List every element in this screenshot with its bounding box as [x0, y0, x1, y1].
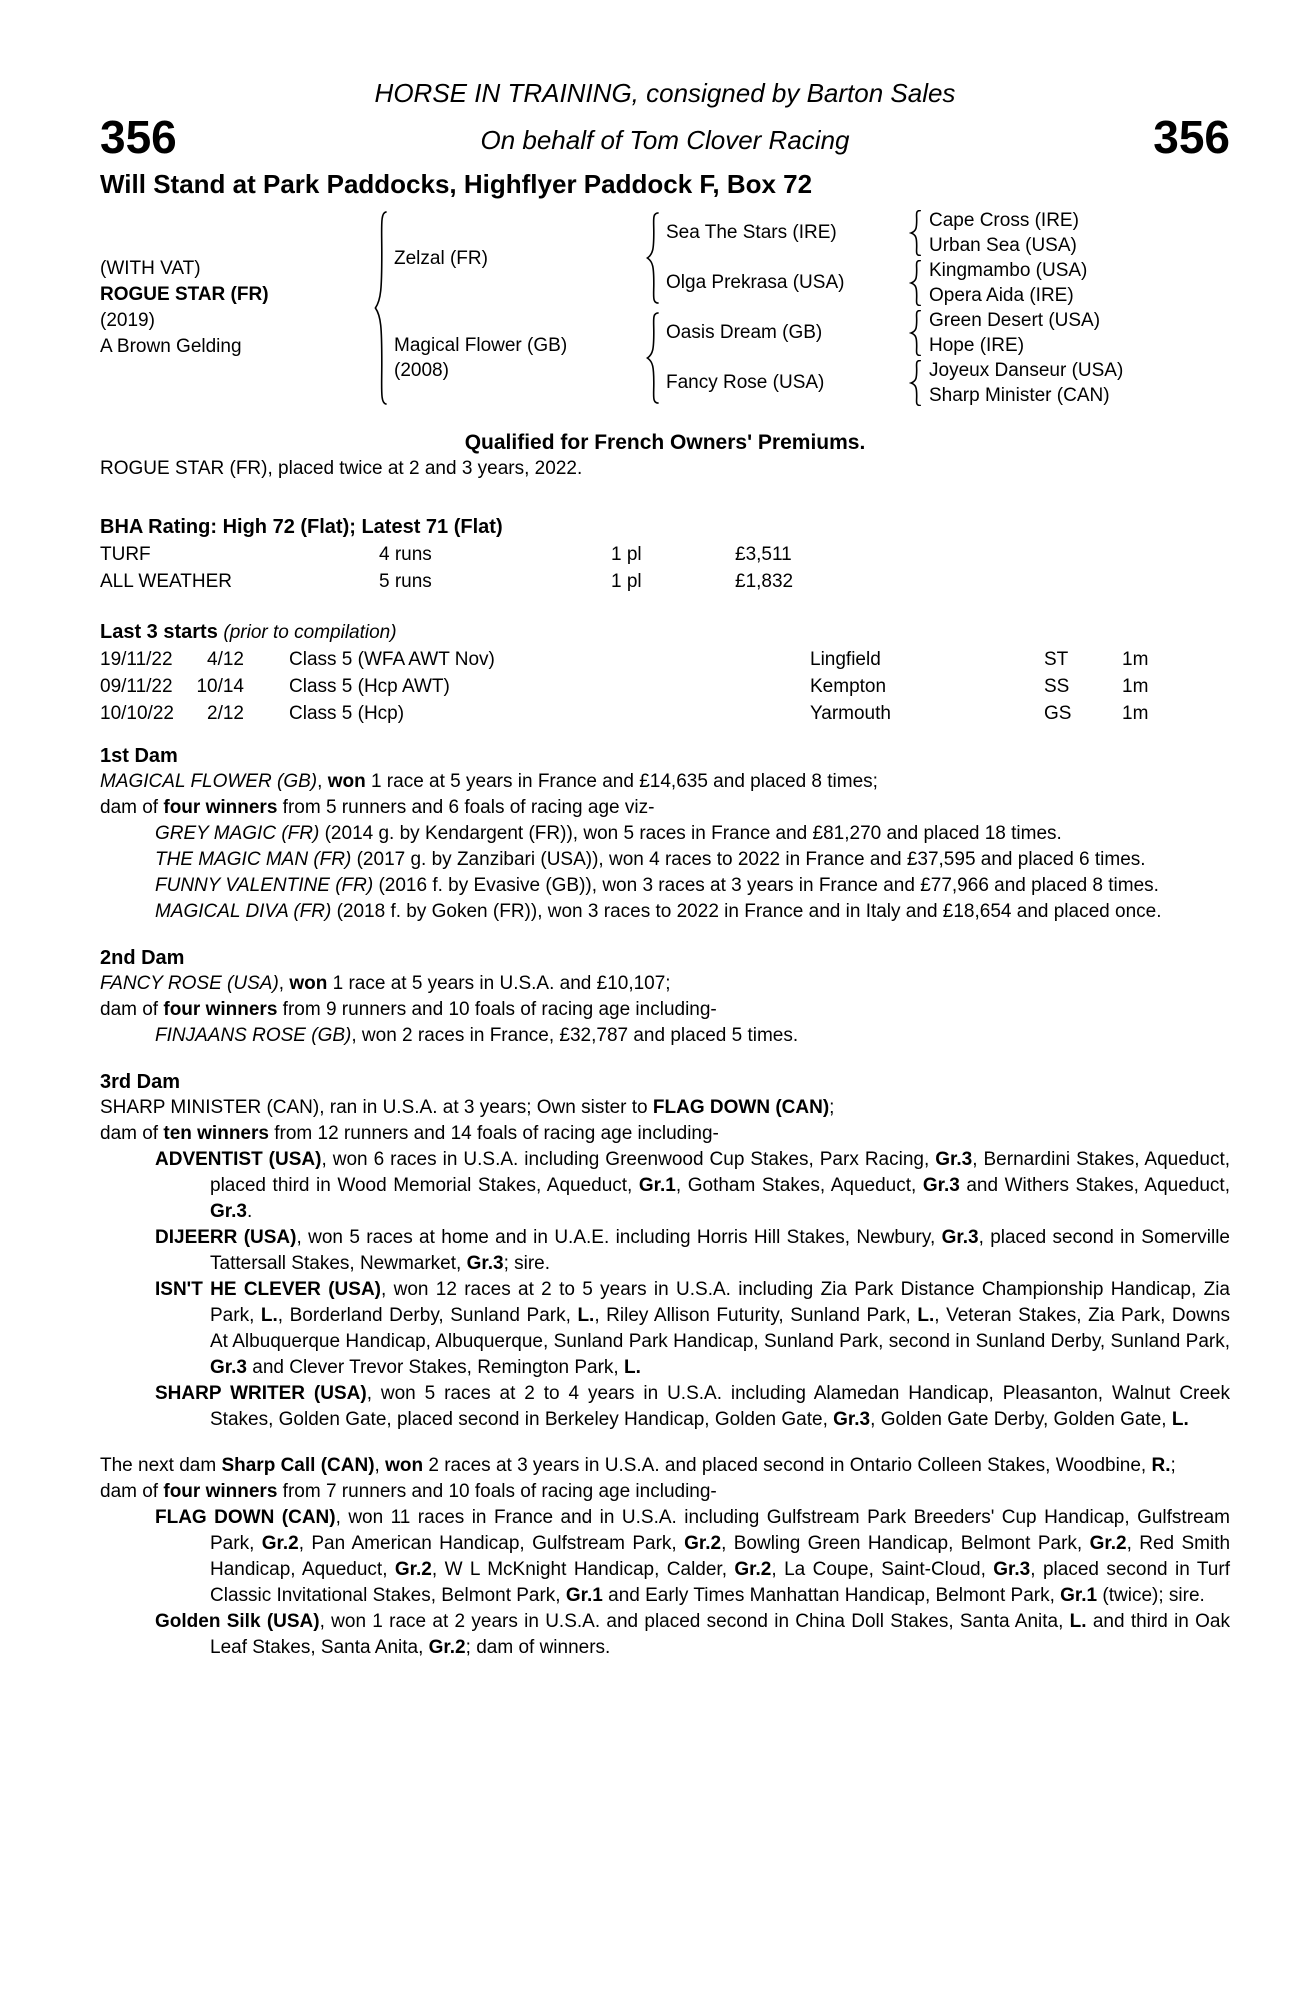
gen3-name: Cape Cross (IRE) [929, 209, 1079, 231]
dam3-dam-of: dam of ten winners from 12 runners and 14 foals of racing age including- [100, 1123, 719, 1144]
race-position: 2/12 [207, 703, 244, 724]
pedigree-gen1 [394, 208, 640, 408]
lot-row [100, 112, 1230, 162]
placings-value: 1 pl [611, 544, 642, 565]
last-starts-note: (prior to compilation) [223, 622, 397, 643]
dam1-heading: 1st Dam [100, 745, 178, 767]
placings-value: 1 pl [611, 571, 642, 592]
race-position: 10/14 [196, 676, 244, 697]
dam2-dam-of: dam of four winners from 9 runners and 10 foals of racing age including- [100, 999, 717, 1020]
dam2-intro: FANCY ROSE (USA), won 1 race at 5 years in U.S.A. and £10,107; [100, 973, 671, 994]
vat-note: (WITH VAT) [100, 258, 201, 279]
lot-number-right: 356 [1153, 111, 1230, 163]
pedigree-brace-root [368, 208, 394, 408]
earnings-value: £3,511 [735, 544, 792, 565]
dam1-section [100, 743, 1230, 925]
gen3-name: Urban Sea (USA) [929, 234, 1077, 256]
progeny-entry-sharp-writer: SHARP WRITER (USA), won 5 races at 2 to 4 years in U.S.A. including Alamedan Handicap, Pleasanton, Walnut Creek Stakes, Golden Gate, placed second in Berkeley Handicap, Golden Gate, Gr.3, Golden Gate Derby, Golden Gate, L. [155, 1383, 1230, 1430]
gen3-name: Sharp Minister (CAN) [929, 384, 1110, 406]
progeny-entry-the-magic-man: THE MAGIC MAN (FR) (2017 g. by Zanzibari (USA)), won 4 races to 2022 in France and £37,595 and placed 6 times. [155, 849, 1146, 870]
dam-name: Magical Flower (GB) [394, 335, 568, 356]
progeny-entry-magical-diva: MAGICAL DIVA (FR) (2018 f. by Goken (FR)), won 3 races to 2022 in France and in Italy and £18,654 and placed once. [155, 901, 1162, 922]
race-going: GS [1044, 703, 1072, 724]
surface-label: TURF [100, 544, 151, 565]
race-venue: Kempton [810, 676, 887, 697]
progeny-entry-isnt-he-clever: ISN'T HE CLEVER (USA), won 12 races at 2 to 5 years in U.S.A. including Zia Park Distance Championship Handicap, Zia Park, L., Borderland Derby, Sunland Park, L., Riley Allison Futurity, Sunland Park, L., Veteran Stakes, Zia Park, Downs At Albuquerque Handicap, Albuquerque, Sunland Park Handicap, Sunland Park, second in Sunland Derby, Sunland Park, Gr.3 and Clever Trevor Stakes, Remington Park, L. [155, 1279, 1231, 1378]
pedigree-subject [100, 208, 368, 408]
progeny-entry-grey-magic: GREY MAGIC (FR) (2014 g. by Kendargent (FR)), won 5 races in France and £81,270 and placed 18 times. [155, 823, 1062, 844]
next-dam-intro: The next dam Sharp Call (CAN), won 2 races at 3 years in U.S.A. and placed second in Ontario Colleen Stakes, Woodbine, R.; [100, 1455, 1176, 1476]
progeny-entry-dijeerr: DIJEERR (USA), won 5 races at home and in U.A.E. including Horris Hill Stakes, Newbury, Gr.3, placed second in Somerville Tattersall Stakes, Newmarket, Gr.3; sire. [155, 1227, 1230, 1274]
qualification-line: Qualified for French Owners' Premiums. [464, 431, 866, 454]
earnings-value: £1,832 [735, 571, 794, 592]
progeny-entry-funny-valentine: FUNNY VALENTINE (FR) (2016 f. by Evasive (GB)), won 3 races at 3 years in France and £77,966 and placed 8 times. [155, 875, 1159, 896]
dam-cell [394, 308, 640, 408]
sire-cell [394, 208, 640, 308]
pedigree-braces-gen1 [640, 208, 666, 408]
progeny-entry-flag-down: FLAG DOWN (CAN), won 11 races in France and in U.S.A. including Gulfstream Park Breeders' Cup Handicap, Gulfstream Park, Gr.2, Pan American Handicap, Gulfstream Park, Gr.2, Bowling Green Handicap, Belmont Park, Gr.2, Red Smith Handicap, Aqueduct, Gr.2, W L McKnight Handicap, Calder, Gr.2, La Coupe, Saint-Cloud, Gr.3, placed second in Turf Classic Invitational Stakes, Belmont Park, Gr.1 and Early Times Manhattan Handicap, Belmont Park, Gr.1 (twice); sire. [155, 1507, 1231, 1606]
brace-icon [909, 360, 923, 406]
race-distance: 1m [1122, 676, 1149, 697]
gen2-name: Sea The Stars (IRE) [666, 222, 837, 243]
progeny-entry-finjaans-rose: FINJAANS ROSE (GB), won 2 races in France, £32,787 and placed 5 times. [155, 1025, 799, 1046]
dam-year: (2008) [394, 360, 449, 381]
brace-icon [645, 212, 661, 304]
rating-row-all-weather [100, 568, 1230, 595]
next-dam-section [100, 1453, 1230, 1661]
race-distance: 1m [1122, 649, 1149, 670]
brace-icon [909, 210, 923, 256]
race-class: Class 5 (Hcp) [289, 703, 405, 724]
dam1-dam-of: dam of four winners from 5 runners and 6 foals of racing age viz- [100, 797, 655, 818]
on-behalf-line: On behalf of Tom Clover Racing [480, 125, 850, 155]
race-class: Class 5 (Hcp AWT) [289, 676, 450, 697]
race-going: SS [1044, 676, 1070, 697]
race-class: Class 5 (WFA AWT Nov) [289, 649, 495, 670]
dam2-section [100, 945, 1230, 1049]
pedigree-braces-gen2 [903, 208, 929, 408]
race-summary-line: ROGUE STAR (FR), placed twice at 2 and 3 years, 2022. [100, 458, 583, 479]
bha-rating-heading: BHA Rating: High 72 (Flat); Latest 71 (Flat) [100, 516, 503, 538]
horse-name: ROGUE STAR (FR) [100, 284, 269, 305]
last-starts-heading [100, 619, 1230, 646]
gen2-name: Olga Prekrasa (USA) [666, 272, 845, 293]
progeny-entry-golden-silk: Golden Silk (USA), won 1 race at 2 years in U.S.A. and placed second in China Doll Stakes, Santa Anita, L. and third in Oak Leaf Stakes, Santa Anita, Gr.2; dam of winners. [155, 1611, 1230, 1658]
race-date: 19/11/22 [100, 649, 173, 670]
race-venue: Yarmouth [810, 703, 891, 724]
race-date: 09/11/22 [100, 676, 173, 697]
progeny-entry-adventist: ADVENTIST (USA), won 6 races in U.S.A. including Greenwood Cup Stakes, Parx Racing, Gr.3, Bernardini Stakes, Aqueduct, placed third in Wood Memorial Stakes, Aqueduct, Gr.1, Gotham Stakes, Aqueduct, Gr.3 and Withers Stakes, Aqueduct, Gr.3. [155, 1149, 1230, 1222]
gen3-name: Kingmambo (USA) [929, 259, 1088, 281]
race-going: ST [1044, 649, 1069, 670]
dam2-heading: 2nd Dam [100, 947, 185, 969]
dam1-intro: MAGICAL FLOWER (GB), won 1 race at 5 years in France and £14,635 and placed 8 times; [100, 771, 878, 792]
foaling-year: (2019) [100, 310, 155, 331]
brace-icon [909, 310, 923, 356]
stand-location-line: Will Stand at Park Paddocks, Highflyer Paddock F, Box 72 [100, 169, 813, 199]
race-distance: 1m [1122, 703, 1149, 724]
race-row [100, 646, 1230, 673]
gen3-name: Joyeux Danseur (USA) [929, 359, 1124, 381]
gen3-name: Opera Aida (IRE) [929, 284, 1074, 306]
last-starts-title: Last 3 starts [100, 621, 218, 643]
race-venue: Lingfield [810, 649, 881, 670]
pedigree-chart [100, 208, 1230, 408]
brace-icon [909, 260, 923, 306]
gen3-name: Green Desert (USA) [929, 309, 1101, 331]
gen2-name: Fancy Rose (USA) [666, 372, 825, 393]
pedigree-gen2 [666, 208, 903, 408]
brace-icon [373, 210, 389, 406]
dam3-section [100, 1069, 1230, 1433]
gen3-name: Hope (IRE) [929, 334, 1025, 356]
lot-number-left: 356 [100, 111, 177, 163]
race-position: 4/12 [207, 649, 244, 670]
next-dam-dam-of: dam of four winners from 7 runners and 10 foals of racing age including- [100, 1481, 717, 1502]
rating-row-turf [100, 541, 1230, 568]
dam3-intro: SHARP MINISTER (CAN), ran in U.S.A. at 3 years; Own sister to FLAG DOWN (CAN); [100, 1097, 835, 1118]
race-row [100, 673, 1230, 700]
brace-icon [645, 312, 661, 404]
horse-description: A Brown Gelding [100, 336, 242, 357]
runs-value: 5 runs [379, 571, 432, 592]
surface-label: ALL WEATHER [100, 571, 232, 592]
race-date: 10/10/22 [100, 703, 174, 724]
race-row [100, 700, 1230, 727]
pedigree-gen3 [929, 208, 1230, 408]
consignor-line: HORSE IN TRAINING, consigned by Barton Sales [374, 78, 956, 108]
dam3-heading: 3rd Dam [100, 1071, 181, 1093]
sire-name: Zelzal (FR) [394, 247, 488, 269]
gen2-name: Oasis Dream (GB) [666, 322, 823, 343]
runs-value: 4 runs [379, 544, 432, 565]
